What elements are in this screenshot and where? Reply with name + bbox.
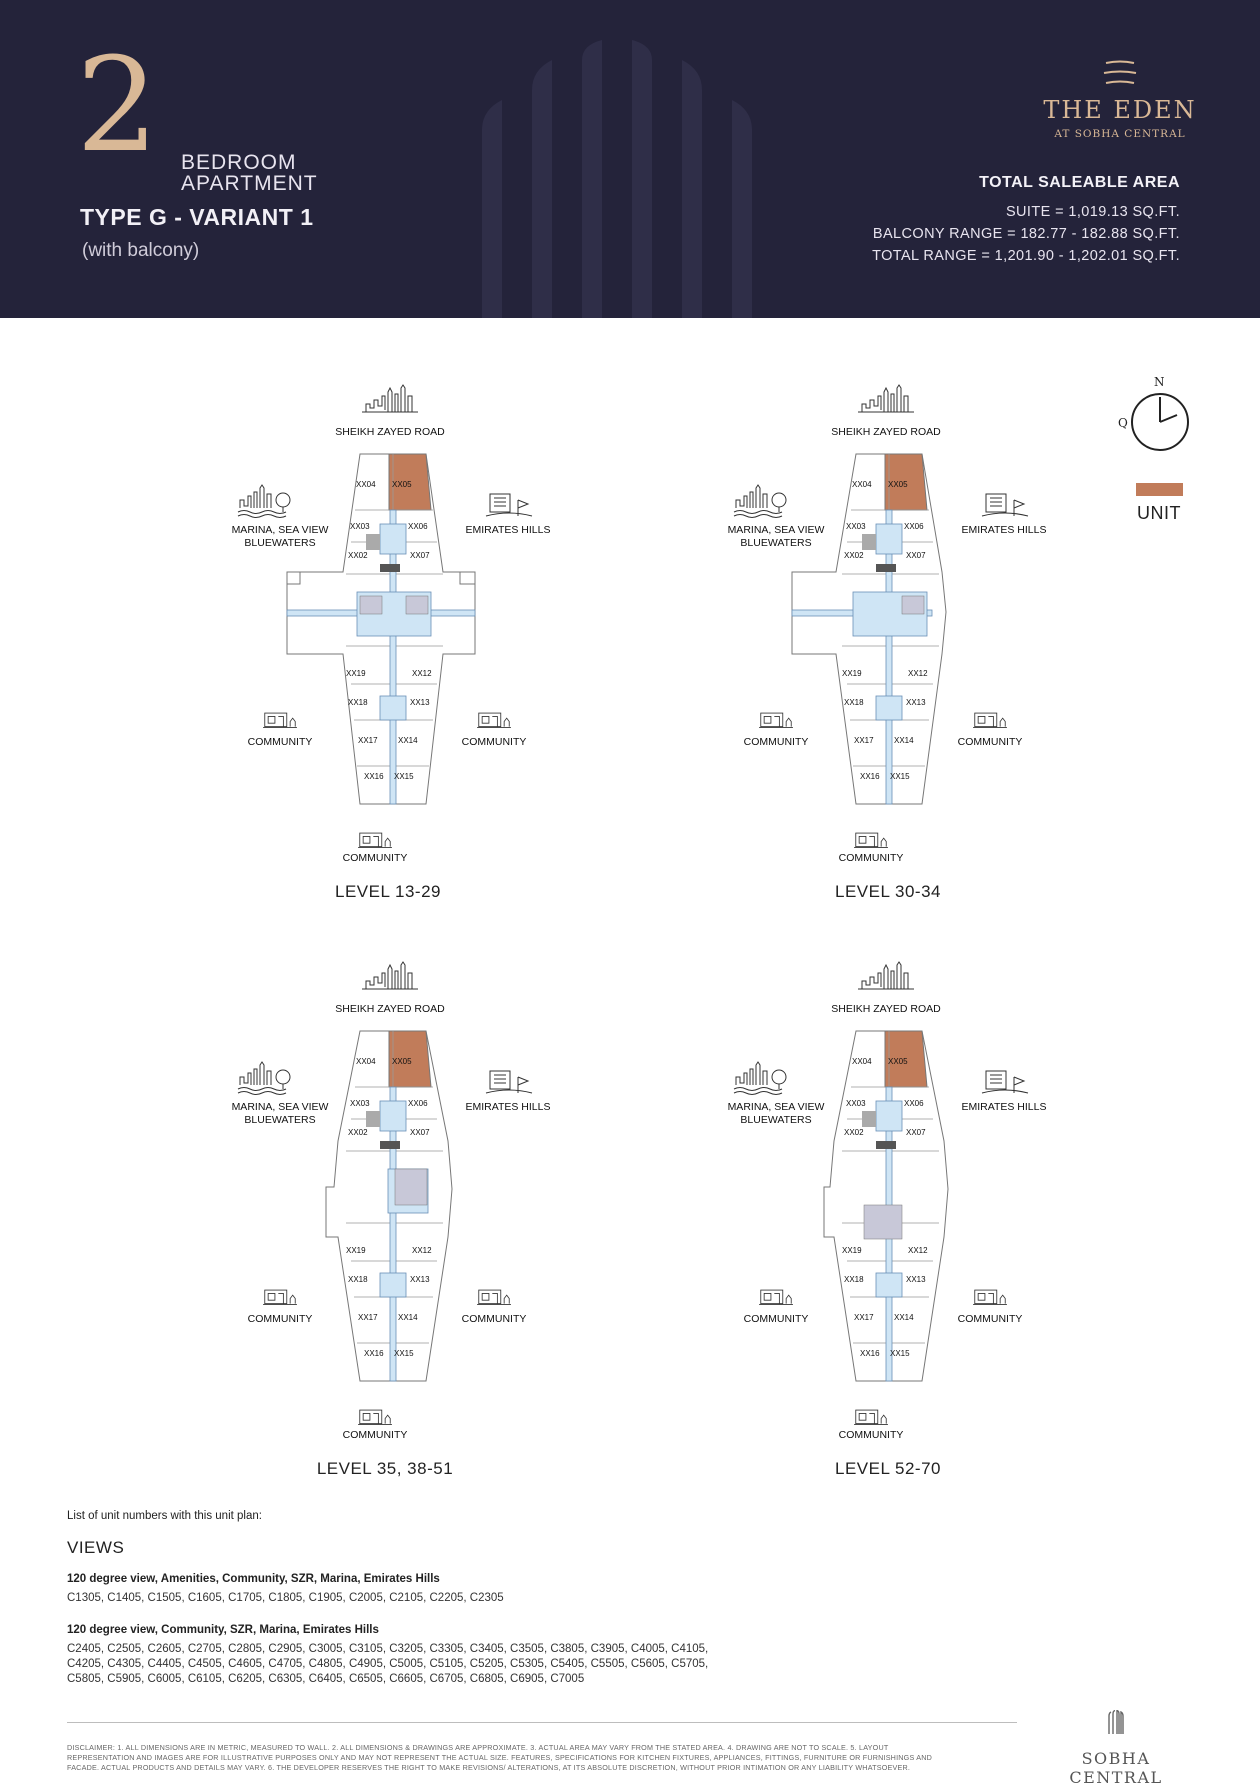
unit-code: XX16 <box>860 1349 880 1358</box>
unit-list-intro: List of unit numbers with this unit plan: <box>67 1510 262 1522</box>
community-icon <box>477 713 511 727</box>
community-icon <box>973 713 1007 727</box>
unit-code: XX17 <box>854 736 874 745</box>
orientation-label-right: EMIRATES HILLS <box>465 524 551 536</box>
view-group-1 <box>67 1573 827 1606</box>
unit-code: XX17 <box>854 1313 874 1322</box>
view-group-heading: 120 degree view, Amenities, Community, SZR, Marina, Emirates Hills <box>67 1573 440 1585</box>
the-eden-logo <box>1040 60 1200 140</box>
orientation-label-community-bottom: COMMUNITY <box>342 852 408 864</box>
disclaimer <box>67 1743 1017 1773</box>
disclaimer-line: REPRESENTATION AND IMAGES ARE FOR ILLUSTRATIVE PURPOSES ONLY AND MAY NOT REPRESENT THE ACTUAL SIZE. FEATURES, SPECIFICATIONS FOR KITCHEN FIXTURES, APPLIANCES, FITTINGS, FURNITURE OR FURNISHINGS AND <box>67 1753 933 1762</box>
unit-code: XX03 <box>846 1099 866 1108</box>
unit-code: XX12 <box>908 1246 928 1255</box>
unit-code: XX06 <box>408 522 428 531</box>
marina-icon <box>238 485 290 518</box>
area-balcony: BALCONY RANGE = 182.77 - 182.88 SQ.FT. <box>872 226 1180 242</box>
community-icon <box>477 1290 511 1304</box>
level-label: LEVEL 30-34 <box>835 882 941 901</box>
orientation-label-left: MARINA, SEA VIEW BLUEWATERS <box>231 1101 329 1126</box>
area-total: TOTAL RANGE = 1,201.90 - 1,202.01 SQ.FT. <box>872 248 1180 264</box>
orientation-label-right: EMIRATES HILLS <box>961 524 1047 536</box>
orientation-label-left: MARINA, SEA VIEW BLUEWATERS <box>231 524 329 549</box>
view-group-units-line: C2405, C2505, C2605, C2705, C2805, C2905, C3005, C3105, C3205, C3305, C3405, C3505, C3805, C3905, C4005, C4105, <box>67 1643 709 1655</box>
disclaimer-line: DISCLAIMER: 1. ALL DIMENSIONS ARE IN METRIC, MEASURED TO WALL. 2. ALL DIMENSIONS & DRAWINGS ARE APPROXIMATE. 3. ACTUAL AREA MAY VARY FROM THE STATED AREA. 4. DRAWING ARE NOT TO SCALE. 5. LAYOUT <box>67 1743 889 1752</box>
views-heading: VIEWS <box>67 1538 125 1557</box>
unit-code: XX18 <box>348 698 368 707</box>
orientation-label-right: EMIRATES HILLS <box>961 1101 1047 1113</box>
unit-code: XX05 <box>888 1057 908 1066</box>
orientation-label-top: SHEIKH ZAYED ROAD <box>831 426 941 438</box>
unit-code: XX04 <box>356 1057 376 1066</box>
community-icon <box>263 713 297 727</box>
unit-code: XX04 <box>356 480 376 489</box>
logo-name: THE EDEN <box>1043 96 1197 124</box>
orientation-label-left: MARINA, SEA VIEW BLUEWATERS <box>727 524 825 549</box>
emirates-hills-icon <box>486 1071 532 1093</box>
view-group-2 <box>67 1624 827 1687</box>
orientation-label-community-left: COMMUNITY <box>743 1313 809 1325</box>
unit-code: XX17 <box>358 736 378 745</box>
unit-code: XX04 <box>852 480 872 489</box>
bedroom-count: 2 <box>76 29 159 181</box>
compass-q-label: Q <box>1118 416 1128 430</box>
compass-north-label: N <box>1154 375 1165 389</box>
community-icon <box>263 1290 297 1304</box>
unit-code: XX03 <box>350 522 370 531</box>
unit-code: XX02 <box>348 551 368 560</box>
unit-code: XX19 <box>842 669 862 678</box>
footer-divider <box>67 1722 1017 1723</box>
community-icon <box>759 1290 793 1304</box>
orientation-label-community-bottom: COMMUNITY <box>342 1429 408 1441</box>
unit-code: XX06 <box>904 522 924 531</box>
orientation-label-community-right: COMMUNITY <box>957 1313 1023 1325</box>
marina-icon <box>238 1062 290 1095</box>
view-group-units-line: C4205, C4305, C4405, C4505, C4605, C4705, C4805, C4905, C5005, C5105, C5205, C5305, C5405, C5505, C5605, C5705, <box>67 1658 709 1670</box>
unit-code: XX02 <box>844 551 864 560</box>
community-icon <box>759 713 793 727</box>
unit-code: XX13 <box>906 698 926 707</box>
bedroom-label-line1: BEDROOM <box>181 151 297 174</box>
header-banner <box>0 0 1260 318</box>
view-group-units-line: C5805, C5905, C6005, C6105, C6205, C6305, C6405, C6505, C6605, C6705, C6805, C6905, C7005 <box>67 1673 585 1685</box>
compass-icon <box>1115 375 1195 455</box>
sobha-central-logo <box>1036 1710 1196 1783</box>
floor-plan-drawing <box>726 384 1086 904</box>
orientation-label-community-right: COMMUNITY <box>957 736 1023 748</box>
orientation-label-community-left: COMMUNITY <box>247 1313 313 1325</box>
emirates-hills-icon <box>982 494 1028 516</box>
orientation-label-community-left: COMMUNITY <box>247 736 313 748</box>
area-title: TOTAL SALEABLE AREA <box>979 174 1180 191</box>
marina-icon <box>734 1062 786 1095</box>
unit-code: XX03 <box>350 1099 370 1108</box>
unit-code: XX15 <box>890 1349 910 1358</box>
skyline-icon <box>362 385 418 412</box>
unit-code: XX17 <box>358 1313 378 1322</box>
skyline-icon <box>858 385 914 412</box>
unit-legend-label: UNIT <box>1137 503 1181 523</box>
unit-type-subtitle: (with balcony) <box>82 240 200 261</box>
unit-legend-swatch <box>1136 483 1183 496</box>
unit-code: XX18 <box>844 1275 864 1284</box>
area-suite: SUITE = 1,019.13 SQ.FT. <box>1005 204 1180 220</box>
orientation-label-top: SHEIKH ZAYED ROAD <box>335 1003 445 1015</box>
floor-plan-level-30-34 <box>726 384 1086 904</box>
sobha-logo-mark-icon <box>1106 1710 1126 1736</box>
view-group-heading: 120 degree view, Community, SZR, Marina, Emirates Hills <box>67 1624 379 1636</box>
level-label: LEVEL 35, 38-51 <box>316 1459 454 1478</box>
unit-code: XX02 <box>348 1128 368 1137</box>
unit-code: XX06 <box>408 1099 428 1108</box>
unit-code: XX16 <box>860 772 880 781</box>
floor-plan-drawing <box>230 384 590 904</box>
emirates-hills-icon <box>486 494 532 516</box>
unit-code: XX14 <box>398 736 418 745</box>
floor-plan-drawing <box>230 961 590 1481</box>
unit-code: XX12 <box>412 669 432 678</box>
bedroom-label <box>181 152 318 194</box>
orientation-label-community-right: COMMUNITY <box>461 736 527 748</box>
level-label: LEVEL 52-70 <box>835 1459 941 1478</box>
orientation-label-right: EMIRATES HILLS <box>465 1101 551 1113</box>
eden-logo-mark-icon <box>1100 60 1140 86</box>
unit-code: XX19 <box>842 1246 862 1255</box>
orientation-label-top: SHEIKH ZAYED ROAD <box>335 426 445 438</box>
unit-code: XX13 <box>906 1275 926 1284</box>
unit-code: XX19 <box>346 669 366 678</box>
community-icon <box>854 1410 888 1424</box>
floor-plan-level-35-38-51 <box>230 961 590 1481</box>
unit-type-title: TYPE G - VARIANT 1 <box>80 204 314 230</box>
unit-code: XX18 <box>348 1275 368 1284</box>
level-label: LEVEL 13-29 <box>335 882 441 901</box>
unit-code: XX15 <box>394 772 414 781</box>
orientation-label-left: MARINA, SEA VIEW BLUEWATERS <box>727 1101 825 1126</box>
unit-code: XX07 <box>410 1128 430 1137</box>
unit-code: XX13 <box>410 1275 430 1284</box>
community-icon <box>358 1410 392 1424</box>
saleable-area <box>872 174 1180 267</box>
unit-code: XX07 <box>906 1128 926 1137</box>
floor-plan-level-13-29 <box>230 384 590 904</box>
bedroom-label-line2: APARTMENT <box>181 172 318 195</box>
unit-code: XX16 <box>364 1349 384 1358</box>
unit-code: XX18 <box>844 698 864 707</box>
marina-icon <box>734 485 786 518</box>
unit-code: XX05 <box>392 1057 412 1066</box>
orientation-label-community-left: COMMUNITY <box>743 736 809 748</box>
unit-code: XX04 <box>852 1057 872 1066</box>
view-group-units: C1305, C1405, C1505, C1605, C1705, C1805, C1905, C2005, C2105, C2205, C2305 <box>67 1592 504 1604</box>
community-icon <box>854 833 888 847</box>
unit-code: XX05 <box>888 480 908 489</box>
unit-code: XX15 <box>394 1349 414 1358</box>
decorative-arches <box>470 40 790 318</box>
floor-plan-drawing <box>726 961 1086 1481</box>
unit-code: XX05 <box>392 480 412 489</box>
logo-subtitle: AT SOBHA CENTRAL <box>1054 128 1186 140</box>
orientation-label-top: SHEIKH ZAYED ROAD <box>831 1003 941 1015</box>
unit-code: XX14 <box>894 1313 914 1322</box>
unit-code: XX15 <box>890 772 910 781</box>
unit-code: XX06 <box>904 1099 924 1108</box>
unit-code: XX14 <box>398 1313 418 1322</box>
footer-brand: SOBHA CENTRAL <box>1069 1749 1163 1783</box>
unit-code: XX02 <box>844 1128 864 1137</box>
community-icon <box>973 1290 1007 1304</box>
unit-code: XX14 <box>894 736 914 745</box>
unit-code: XX07 <box>410 551 430 560</box>
orientation-label-community-bottom: COMMUNITY <box>838 1429 904 1441</box>
unit-code: XX12 <box>908 669 928 678</box>
unit-code: XX16 <box>364 772 384 781</box>
skyline-icon <box>362 962 418 989</box>
orientation-label-community-right: COMMUNITY <box>461 1313 527 1325</box>
orientation-label-community-bottom: COMMUNITY <box>838 852 904 864</box>
skyline-icon <box>858 962 914 989</box>
disclaimer-line: FACADE. ACTUAL PRODUCTS AND DETAILS MAY VARY. 6. THE DEVELOPER RESERVES THE RIGHT TO MAKE REVISIONS/ ALTERATIONS, AT ITS ABSOLUTE DISCRETION, WITHOUT PRIOR INTIMATION OR ANY LIABILITY WHATSOEVER. <box>67 1763 911 1772</box>
community-icon <box>358 833 392 847</box>
unit-code: XX03 <box>846 522 866 531</box>
unit-code: XX19 <box>346 1246 366 1255</box>
floor-plan-level-52-70 <box>726 961 1086 1481</box>
unit-code: XX07 <box>906 551 926 560</box>
unit-code: XX12 <box>412 1246 432 1255</box>
emirates-hills-icon <box>982 1071 1028 1093</box>
unit-code: XX13 <box>410 698 430 707</box>
